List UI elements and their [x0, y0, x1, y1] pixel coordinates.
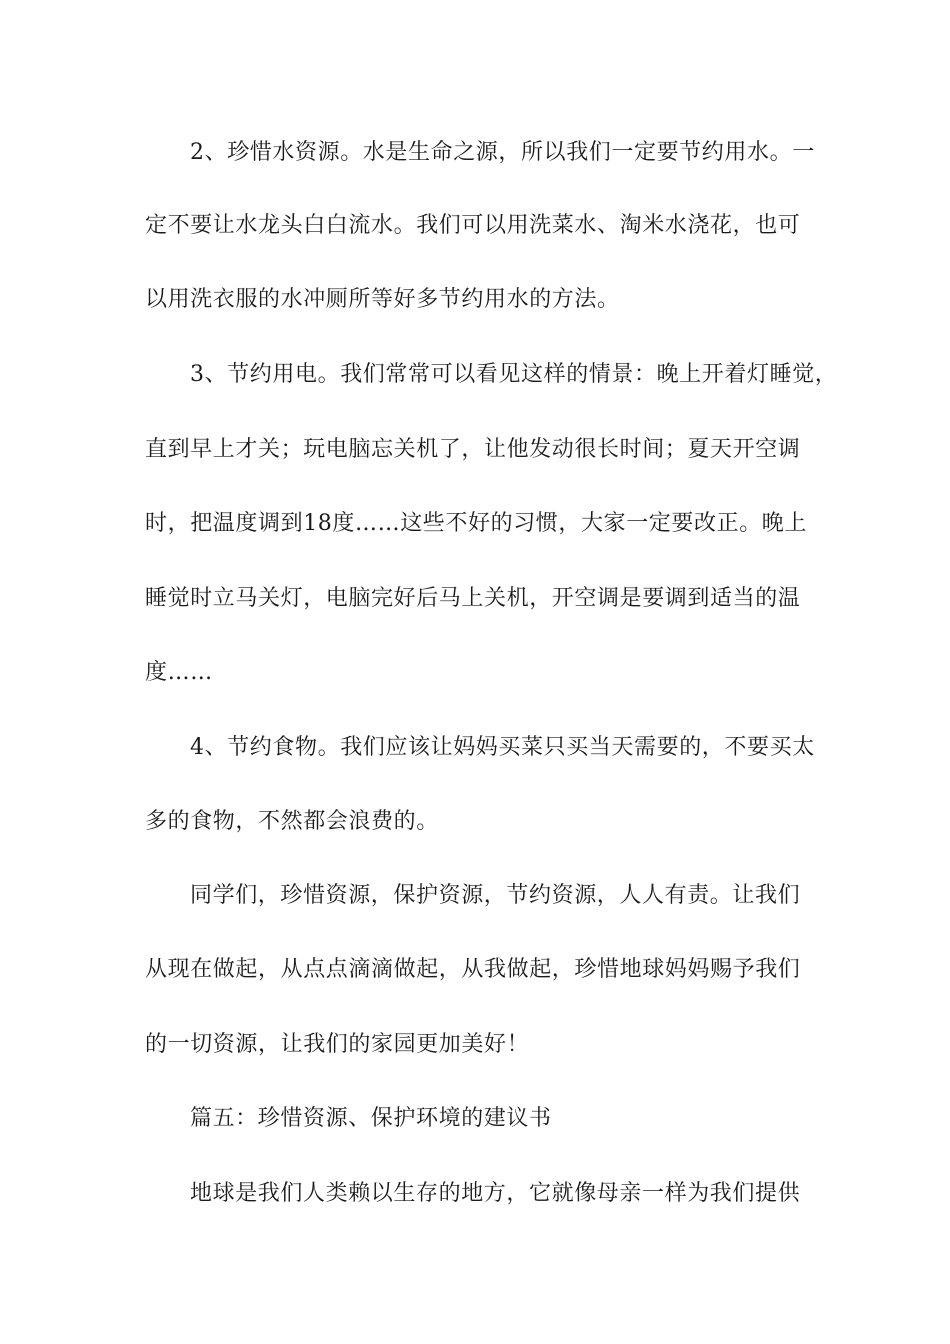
- paragraph-water-line-2: 定不要让水龙头白白流水。我们可以用洗菜水、淘米水浇花，也可: [145, 213, 801, 238]
- paragraph-food-line-2: 多的食物，不然都会浪费的。: [145, 809, 439, 834]
- paragraph-electricity-line-3: 时，把温度调到18度……这些不好的习惯，大家一定要改正。晚上: [145, 511, 807, 536]
- paragraph-electricity-line-5: 度……: [145, 660, 213, 685]
- paragraph-water-line-1: 2、珍惜水资源。水是生命之源，所以我们一定要节约用水。一: [190, 140, 815, 165]
- paragraph-closing-line-2: 从现在做起，从点点滴滴做起，从我做起，珍惜地球妈妈赐予我们: [145, 957, 801, 982]
- paragraph-closing-line-1: 同学们，珍惜资源，保护资源，节约资源，人人有责。让我们: [190, 883, 801, 908]
- paragraph-water-line-3: 以用洗衣服的水冲厕所等好多节约用水的方法。: [145, 287, 620, 312]
- paragraph-food-line-1: 4、节约食物。我们应该让妈妈买菜只买当天需要的，不要买太: [190, 735, 815, 760]
- paragraph-electricity-line-1: 3、节约用电。我们常常可以看见这样的情景：晚上开着灯睡觉，: [190, 362, 838, 387]
- paragraph-closing-line-3: 的一切资源，让我们的家园更加美好！: [145, 1032, 530, 1057]
- paragraph-electricity-line-2: 直到早上才关；玩电脑忘关机了，让他发动很长时间；夏天开空调: [145, 437, 801, 462]
- section-heading: 篇五：珍惜资源、保护环境的建议书: [190, 1106, 552, 1131]
- paragraph-proposal-line-1: 地球是我们人类赖以生存的地方，它就像母亲一样为我们提供: [190, 1181, 801, 1206]
- paragraph-electricity-line-4: 睡觉时立马关灯，电脑完好后马上关机，开空调是要调到适当的温: [145, 586, 801, 611]
